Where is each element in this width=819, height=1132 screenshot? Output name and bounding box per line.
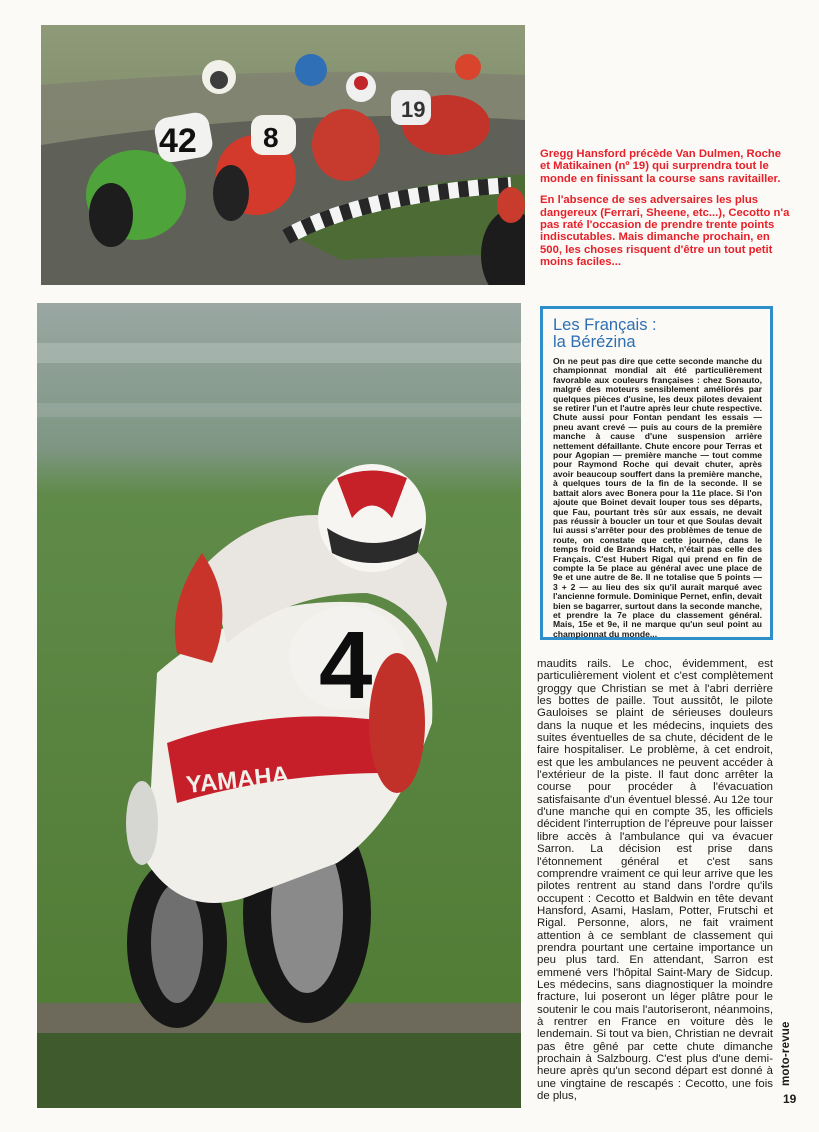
- sidebar-title-line: la Bérézina: [553, 333, 636, 351]
- bike-number-8: 8: [263, 122, 279, 153]
- article-text: maudits rails. Le choc, évidemment, est particulièrement violent et c'est complètement groggy que Christian se met à l'abri derrière les bottes de paille. Tout aussitôt, le pilote Gauloises se plaint de sérieuses douleurs dans la nuque et les médecins, inquiets des suites éventuelles de sa chute, décident de le faire hospitaliser. Le problème, à cet endroit, est que les ambulances ne peuvent accéder à l'extérieur de la piste. Il faut donc arrêter la course pour procéder à l'évacuation satisfaisante d'un éventuel blessé. Au 12e tour d'une manche qui en compte 35, les officiels décident l'interruption de l'épreuve pour laisser libre accès à l'ambulance qui va évacuer Sarron. La décision est prise dans l'étonnement général et c'est sans comprendre vraiment ce qui leur arrive que les pilotes rentrent au stand dans l'ordre qu'ils occupent : Cecotto et Baldwin en tête devant Hansford, Asami, Haslam, Potter, Frutschi et Rigal. Personne, alors, ne fait vraiment attention à ce semblant de classement qui prendra pourtant une certaine importance un peu plus tard. En attendant, Sarron est emmené vers l'hôpital Saint-Mary de Sidcup. Les médecins, sans diagnostiquer la moindre fracture, lui poseront un léger plâtre pour le soutenir le cou mais l'autoriseront, néanmoins, à rentrer en France en voiture dès le lendemain. Si tout va bien, Christian ne devrait pas être gêné par cette chute dimanche prochain à Salzbourg. C'est plus d'une demi-heure après qu'un second départ est donné à une vingtaine de rescapés : Cecotto, une fois de plus,: [537, 658, 773, 1103]
- photo-rider-number-4: [37, 303, 521, 1108]
- sidebar-title: [553, 317, 762, 351]
- sidebar-title-line: Les Français :: [553, 316, 657, 334]
- photo-caption: [540, 148, 792, 278]
- fairing-logo: YAMAHA: [184, 761, 291, 799]
- magazine-name: moto-revue: [780, 1021, 792, 1086]
- sidebar-body: On ne peut pas dire que cette seconde manche du championnat mondial ait été particulièrement favorable aux couleurs françaises : chez Sonauto, malgré des moteurs sensiblement améliorés par quelques pièces d'usine, les deux pilotes devaient se retirer l'un et l'autre après leur chute respective. Chute aussi pour Fontan pendant les essais — pneu avant crevé — puis au cours de la première manche à cause d'une suspension arrière nettement défaillante. Chute encore pour Terras et pour Agopian — première manche — tout comme pour Raymond Roche qui devait chuter, après avoir beaucoup souffert dans la première manche, à quelques tours de la fin de la seconde. Il se battait alors avec Bonera pour la 11e place. Si l'on ajoute que Boinet devait louper tous ses départs, que Fau, pourtant très sûr aux essais, ne devait pas réussir à boucler un tour et que Soulas devait lui aussi s'arrêter pour des problèmes de tenue de route, on constate que cette journée, dans le temps froid de Brands Hatch, n'était pas celle des Français. C'est Hubert Rigal qui prend en fin de compte la 5e place au général avec une place de 9e et une autre de 8e. Il ne totalise que 5 points — 3 + 2 — au lieu des six qu'il aurait marqué avec l'ancienne formule. Dominique Pernet, enfin, devait bien se bagarrer, surtout dans la seconde manche, et prendre la 7e place du classement général. Mais, 15e et 9e, il ne marque qu'un seul point au championnat du monde...: [553, 356, 762, 639]
- article-column: [537, 658, 773, 1102]
- bike-number-42: 42: [159, 122, 197, 160]
- caption-paragraph: Gregg Hansford précède Van Dulmen, Roche et Matikainen (nº 19) qui surprendra tout le monde en finissant la course sans ravitailler.: [540, 148, 782, 185]
- sidebar-box: [540, 306, 773, 640]
- page-number: 19: [783, 1092, 797, 1106]
- race-number-4: 4: [319, 612, 373, 719]
- caption-paragraph: En l'absence de ses adversaires les plus dangereux (Ferrari, Sheene, etc...), Cecotto n'a pas raté l'occasion de prendre trente points indiscutables. Mais dimanche prochain, en 500, les choses risquent d'être un tout petit moins faciles...: [540, 194, 790, 269]
- photo-racing-pack: [41, 25, 525, 285]
- bike-number-19: 19: [401, 97, 426, 122]
